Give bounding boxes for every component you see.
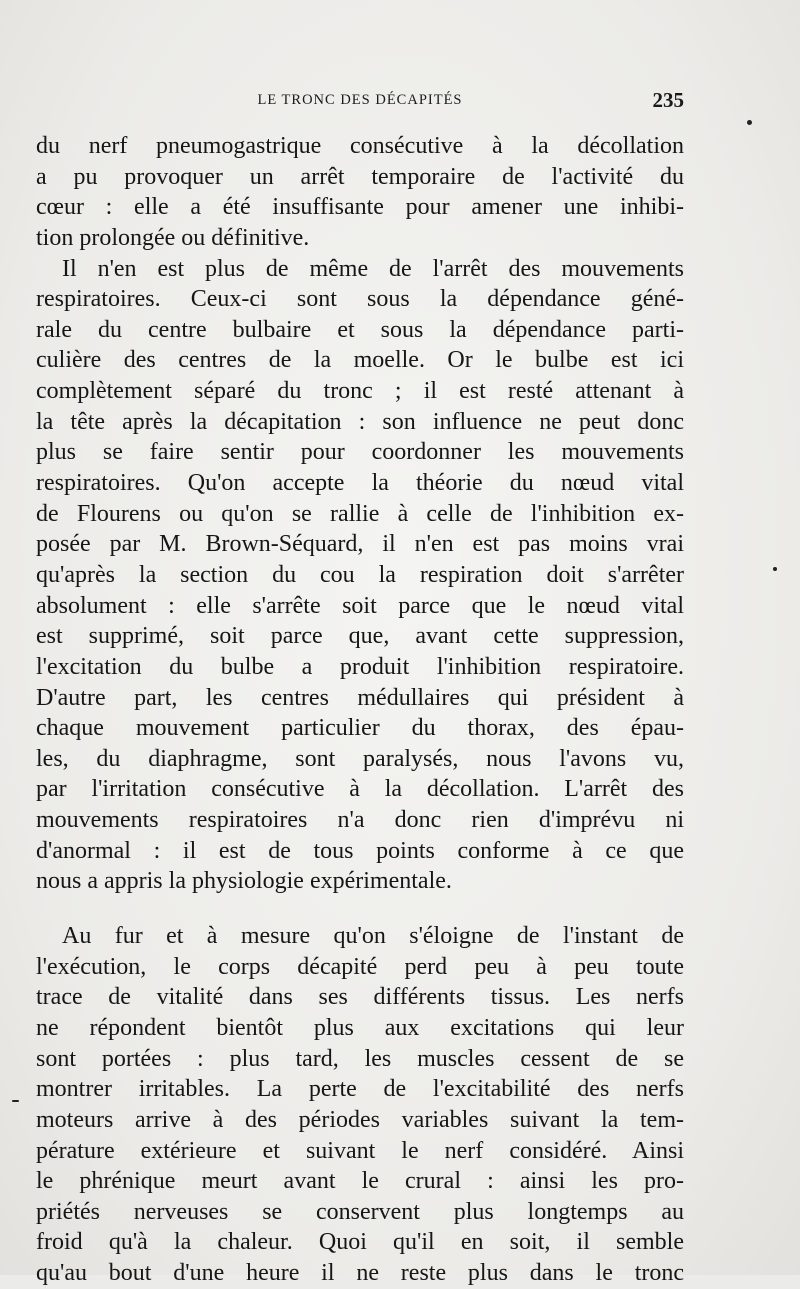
text-line: respiratoires. Qu'on accepte la théorie du nœud vital — [36, 470, 684, 497]
paragraph-2 — [36, 254, 684, 897]
text-line: tion prolongée ou définitive. — [36, 224, 310, 251]
text-line: nous a appris la physiologie expérimentale. — [36, 868, 452, 895]
text-line: plus se faire sentir pour coordonner les mouvements — [36, 439, 684, 466]
text-line: qu'au bout d'une heure il ne reste plus dans le tronc — [36, 1260, 684, 1287]
text-line: mouvements respiratoires n'a donc rien d'imprévu ni — [36, 807, 684, 834]
text-line: par l'irritation consécutive à la décollation. L'arrêt des — [36, 776, 684, 803]
text-line: pérature extérieure et suivant le nerf considéré. Ainsi — [36, 1137, 684, 1164]
text-line: qu'après la section du cou la respiration doit s'arrêter — [36, 561, 684, 588]
text-line: est supprimé, soit parce que, avant cette suppression, — [36, 623, 684, 650]
text-line: respiratoires. Ceux-ci sont sous la dépendance géné- — [36, 286, 684, 313]
text-line: moteurs arrive à des périodes variables suivant la tem- — [36, 1106, 684, 1133]
text-line: D'autre part, les centres médullaires qui président à — [36, 684, 684, 711]
text-line: priétés nerveuses se conservent plus longtemps au — [36, 1198, 684, 1225]
text-line: Au fur et à mesure qu'on s'éloigne de l'instant de — [62, 923, 684, 950]
text-line: rale du centre bulbaire et sous la dépendance parti- — [36, 316, 684, 343]
text-line: trace de vitalité dans ses différents tissus. Les nerfs — [36, 984, 684, 1011]
text-line: de Flourens ou qu'on se rallie à celle de l'inhibition ex- — [36, 500, 684, 527]
text-line: la tête après la décapitation : son influence ne peut donc — [36, 408, 684, 435]
text-line: montrer irritables. La perte de l'excitabilité des nerfs — [36, 1076, 684, 1103]
text-line: culière des centres de la moelle. Or le bulbe est ici — [36, 347, 684, 374]
ink-speck — [773, 567, 777, 571]
text-line: les, du diaphragme, sont paralysés, nous l'avons vu, — [36, 745, 684, 772]
text-line: froid qu'à la chaleur. Quoi qu'il en soit, il semble — [36, 1229, 684, 1256]
body-text — [36, 131, 684, 1289]
page-header — [36, 88, 684, 118]
text-line: a pu provoquer un arrêt temporaire de l'activité du — [36, 163, 684, 190]
text-line: l'excitation du bulbe a produit l'inhibition respiratoire. — [36, 653, 684, 680]
page-number: 235 — [652, 88, 684, 112]
paragraph-3 — [36, 921, 684, 1289]
running-title: LE TRONC DES DÉCAPITÉS — [257, 92, 463, 108]
ink-speck — [747, 120, 752, 125]
text-line: Il n'en est plus de même de l'arrêt des mouvements — [62, 255, 684, 282]
text-line: posée par M. Brown-Séquard, il n'en est pas moins vrai — [36, 531, 684, 558]
text-line: chaque mouvement particulier du thorax, des épau- — [36, 715, 684, 742]
ink-speck — [12, 1100, 19, 1102]
text-line: le phrénique meurt avant le crural : ainsi les pro- — [36, 1168, 684, 1195]
text-line: absolument : elle s'arrête soit parce que le nœud vital — [36, 592, 684, 619]
paragraph-gap — [36, 897, 684, 921]
text-line: ne répondent bientôt plus aux excitations qui leur — [36, 1014, 684, 1041]
text-line: d'anormal : il est de tous points conforme à ce que — [36, 837, 684, 864]
text-line: l'exécution, le corps décapité perd peu à peu toute — [36, 953, 684, 980]
text-line: complètement séparé du tronc ; il est resté attenant à — [36, 378, 684, 405]
text-line: du nerf pneumogastrique consécutive à la décollation — [36, 133, 684, 159]
paragraph-1 — [36, 131, 684, 254]
text-line: sont portées : plus tard, les muscles cessent de se — [36, 1045, 684, 1072]
text-line: cœur : elle a été insuffisante pour amener une inhibi- — [36, 194, 684, 221]
